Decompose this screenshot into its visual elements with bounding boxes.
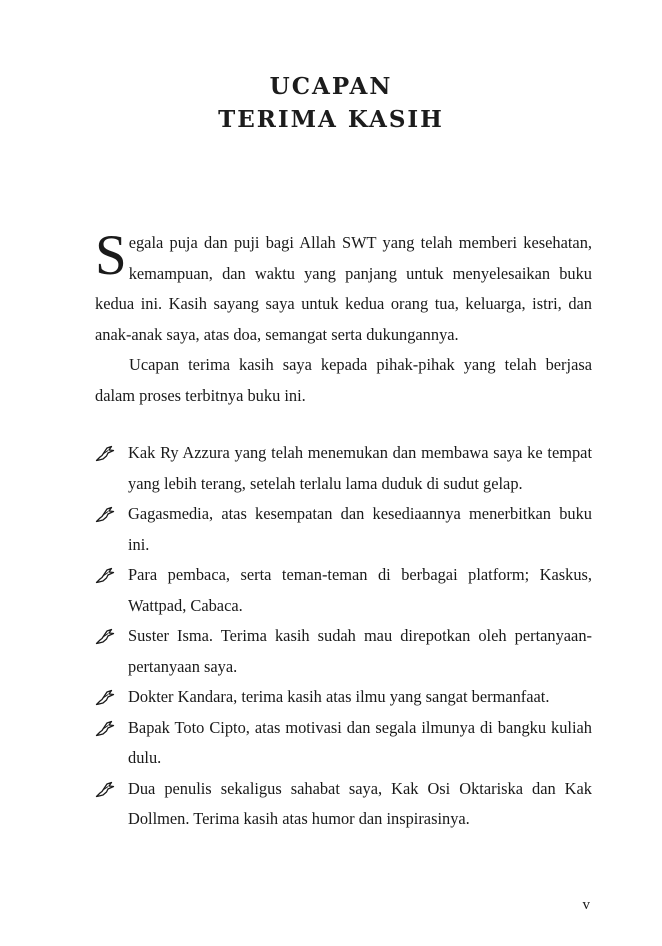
thanks-intro-paragraph: Ucapan terima kasih saya kepada pihak-pihak yang telah berjasa dalam proses terbitnya buku ini. [95, 355, 592, 405]
list-item [95, 499, 592, 560]
list-item-text: Dua penulis sekaligus sahabat saya, Kak Osi Oktariska dan Kak Dollmen. Terima kasih atas humor dan inspirasinya. [128, 778, 592, 828]
pointing-hand-icon [95, 689, 115, 706]
list-item [95, 774, 592, 835]
page-number: v [582, 897, 590, 913]
pointing-hand-icon [95, 506, 115, 523]
chapter-title [0, 70, 662, 136]
list-item [95, 621, 592, 682]
list-item [95, 713, 592, 774]
list-item-text: Para pembaca, serta teman-teman di berbagai platform; Kaskus, Wattpad, Cabaca. [128, 565, 592, 615]
opening-paragraph [95, 224, 592, 350]
list-item [95, 682, 592, 713]
pointing-hand-icon [95, 781, 115, 798]
list-item [95, 560, 592, 621]
list-item-text: Kak Ry Azzura yang telah menemukan dan membawa saya ke tempat yang lebih terang, setelah terlalu lama duduk di sudut gelap. [128, 443, 592, 493]
list-item-text: Bapak Toto Cipto, atas motivasi dan segala ilmunya di bangku kuliah dulu. [128, 717, 592, 767]
list-item [95, 438, 592, 499]
list-item-text: Suster Isma. Terima kasih sudah mau direpotkan oleh pertanyaan-pertanyaan saya. [128, 626, 592, 676]
drop-cap: S [95, 224, 127, 287]
list-item-text: Dokter Kandara, terima kasih atas ilmu yang sangat bermanfaat. [128, 687, 550, 706]
pointing-hand-icon [95, 445, 115, 462]
list-item-text: Gagasmedia, atas kesempatan dan kesediaannya menerbitkan buku ini. [128, 504, 592, 554]
pointing-hand-icon [95, 720, 115, 737]
chapter-title-line-1: UCAPAN [269, 73, 393, 100]
acknowledgement-list [95, 438, 592, 835]
pointing-hand-icon [95, 628, 115, 645]
chapter-title-line-2: TERIMA KASIH [218, 106, 444, 133]
opening-paragraph-text: egala puja dan puji bagi Allah SWT yang telah memberi kesehatan, kemampuan, dan waktu yang panjang untuk menyelesaikan buku kedua ini. Kasih sayang saya untuk kedua orang tua, keluarga, istri, dan anak-anak saya, atas doa, semangat serta dukungannya. [95, 233, 592, 344]
pointing-hand-icon [95, 567, 115, 584]
